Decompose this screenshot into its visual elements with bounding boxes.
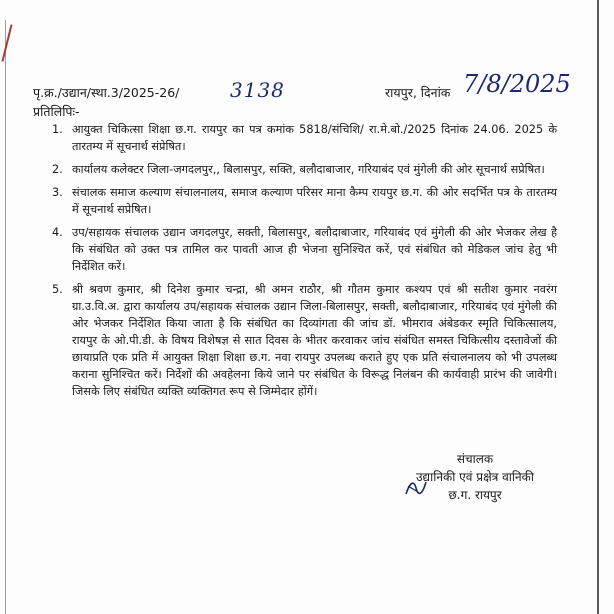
item-text: उप/सहायक संचालक उद्यान जगदलपुर, सक्ती, बिलासपुर, बलौदाबाजार, गरियाबंद एवं मुंगेली की ओर भेजकर लेख है कि संबंधित को उक्त पत्र तामिल कर पावती आज ही भेजना सुनिश्चित करें, एवं संबंधित को मेडिकल जांच हेतु भी निर्देशित करें। — [72, 226, 557, 273]
reference-prefix: पृ.क्र./उद्यान/स्था.3/2025-26/ — [33, 85, 180, 100]
signatory-location: छ.ग. रायपुर — [448, 488, 502, 502]
item-text: संचालक समाज कल्याण संचालनालय, समाज कल्याण परिसर माना कैम्प रायपुर छ.ग. की ओर सदर्भित पत्र के तारतम्य में सूचनार्थ सप्रेषित। — [72, 186, 557, 216]
item-number: 2. — [52, 163, 63, 176]
signatory-title: संचालक — [456, 452, 494, 466]
date-handwritten: 7/8/2025 — [463, 70, 571, 98]
place-date-label: रायपुर, दिनांक — [385, 85, 451, 100]
item-text: आयुक्त चिकित्सा शिक्षा छ.ग. रायपुर का पत्र कमांक 5818/संचिशि/ रा.मे.बो./2025 दिनांक 24.06. 2025 के तारतम्य में सूचनार्थ संप्रेषित। — [72, 123, 557, 153]
list-item — [52, 161, 557, 178]
item-number: 5. — [52, 283, 63, 296]
page-edge-right — [597, 0, 599, 614]
corner-pen-mark — [1, 24, 12, 61]
copy-recipients-list — [52, 121, 557, 406]
item-number: 3. — [52, 186, 63, 199]
copy-to-heading: प्रतिलिपिः- — [33, 104, 80, 119]
list-item — [52, 184, 557, 218]
item-text: श्री श्रवण कुमार, श्री दिनेश कुमार चन्द्रा, श्री अमन राठौर, श्री गौतम कुमार कश्यप एवं श्री सतीश कुमार नवरंग ग्रा.उ.वि.अ. द्वारा कार्यालय उप/सहायक संचालक उद्यान जिला-बिलासपुर, सक्ती, बलौदाबाजार, गरियाबंद एवं मुंगेली की ओर भेजकर निर्देशित किया जाता है कि संबंधित का दिव्यांगता की जांच डॉ. भीमराव अंबेडकर स्मृति चिकित्सालय, रायपुर के ओ.पी.डी. के विषय विशेषज्ञ से सात दिवस के भीतर करवाकर जांच संबंधित समस्त चिकित्सीय दस्तावेजों की छायाप्रति एक प्रति में आयुक्त शिक्षा शिक्षा छ.ग. नवा रायपुर उपलब्ध कराते हुए एक प्रति संचालनालय को भी उपलब्ध कराना सुनिश्चित करें। निर्देशों की अवहेलना किये जाने पर संबंधित के विरूद्ध निलंबन की कार्यवाही प्रारंभ की जावेगी। जिसके लिए संबंधित व्यक्ति व्यक्तिगत रूप से जिम्मेदार होंगें। — [72, 283, 557, 398]
list-item — [52, 281, 557, 400]
signature-scribble-icon — [404, 476, 428, 498]
page-edge-left — [5, 20, 6, 614]
item-number: 4. — [52, 226, 63, 239]
item-number: 1. — [52, 123, 63, 136]
list-item — [52, 224, 557, 275]
signatory-department: उद्यानिकी एवं प्रक्षेत्र वानिकी — [415, 470, 535, 484]
item-text: कार्यालय कलेक्टर जिला-जगदलपुर,, बिलासपुर, सक्ति, बलौदाबाजार, गरियाबंद एवं मुंगेली की ओर सूचनार्थ सप्रेषित। — [72, 163, 545, 176]
reference-number-handwritten: 3138 — [230, 78, 285, 102]
list-item — [52, 121, 557, 155]
reference-line — [33, 70, 593, 106]
